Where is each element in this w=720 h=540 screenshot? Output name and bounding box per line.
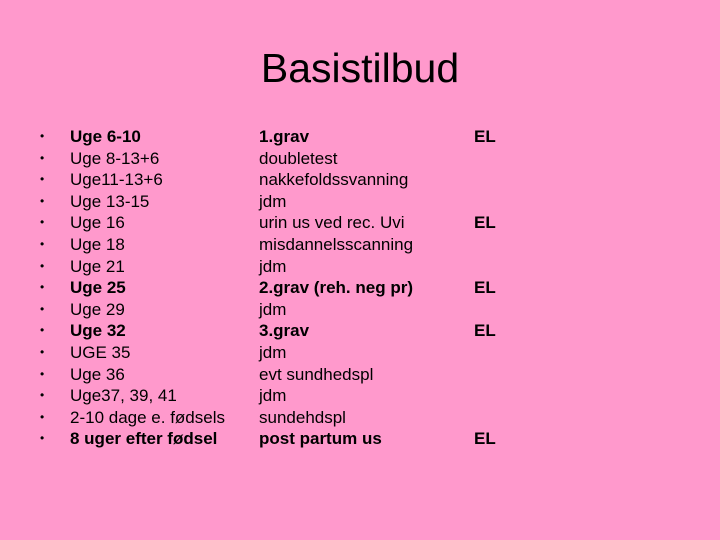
exam-cell: jdm xyxy=(259,191,287,211)
week-cell: Uge 29 xyxy=(70,299,125,319)
week-cell: Uge11-13+6 xyxy=(70,170,163,190)
exam-cell: evt sundhedspl xyxy=(259,364,374,384)
week-cell: Uge 36 xyxy=(70,364,125,384)
exam-cell: jdm xyxy=(259,342,287,362)
week-cell: UGE 35 xyxy=(70,342,131,362)
el-cell xyxy=(474,299,554,321)
el-cell xyxy=(474,169,554,191)
bullet-marker: • xyxy=(40,172,45,187)
bullet-marker: • xyxy=(40,236,45,251)
el-cell xyxy=(474,148,554,170)
bullet-marker: • xyxy=(40,388,45,403)
week-cell: Uge 18 xyxy=(70,234,125,254)
week-cell: Uge 25 xyxy=(70,278,126,298)
bullet-marker: • xyxy=(40,323,45,338)
week-cell: Uge 8-13+6 xyxy=(70,148,160,168)
week-cell: Uge 13-15 xyxy=(70,191,150,211)
el-cell xyxy=(474,191,554,213)
exam-cell: urin us ved rec. Uvi xyxy=(259,213,405,233)
bullet-marker: • xyxy=(40,409,45,424)
exam-cell: 2.grav (reh. neg pr) xyxy=(259,278,413,298)
bullet-marker: • xyxy=(40,258,45,273)
week-cell: Uge 6-10 xyxy=(70,127,141,146)
slide-title: Basistilbud xyxy=(260,45,460,91)
week-cell: Uge37, 39, 41 xyxy=(70,386,177,406)
el-cell xyxy=(474,342,554,364)
el-cell: EL xyxy=(474,278,496,298)
exam-cell: 3.grav xyxy=(259,321,310,341)
bullet-marker: • xyxy=(40,431,45,446)
bullet-marker: • xyxy=(40,344,45,359)
exam-cell: doubletest xyxy=(259,148,338,168)
exam-cell: nakkefoldssvanning xyxy=(259,170,409,190)
week-cell: 2-10 dage e. fødsels xyxy=(70,407,225,427)
el-cell: EL xyxy=(474,429,496,449)
week-cell: 8 uger efter fødsel xyxy=(70,429,218,449)
exam-cell: 1.grav xyxy=(259,127,310,146)
exam-cell: post partum us xyxy=(259,429,382,449)
week-cell: Uge 16 xyxy=(70,213,125,233)
el-cell xyxy=(474,385,554,407)
el-cell xyxy=(474,234,554,256)
schedule-table xyxy=(40,126,554,450)
exam-cell: misdannelsscanning xyxy=(259,234,414,254)
bullet-marker: • xyxy=(40,280,45,295)
el-cell xyxy=(474,364,554,386)
bullet-marker: • xyxy=(40,215,45,230)
exam-cell: jdm xyxy=(259,386,287,406)
week-cell: Uge 32 xyxy=(70,321,126,341)
exam-cell: sundehdspl xyxy=(259,407,346,427)
exam-cell: jdm xyxy=(259,256,287,276)
bullet-marker: • xyxy=(40,301,45,316)
exam-cell: jdm xyxy=(259,299,287,319)
el-cell xyxy=(474,407,554,429)
el-cell: EL xyxy=(474,213,496,233)
bullet-marker: • xyxy=(40,193,45,208)
bullet-marker: • xyxy=(40,366,45,381)
bullet-marker: • xyxy=(40,129,45,143)
el-cell: EL xyxy=(474,127,496,146)
week-cell: Uge 21 xyxy=(70,256,125,276)
el-cell xyxy=(474,256,554,278)
bullet-marker: • xyxy=(40,150,45,165)
el-cell: EL xyxy=(474,321,496,341)
